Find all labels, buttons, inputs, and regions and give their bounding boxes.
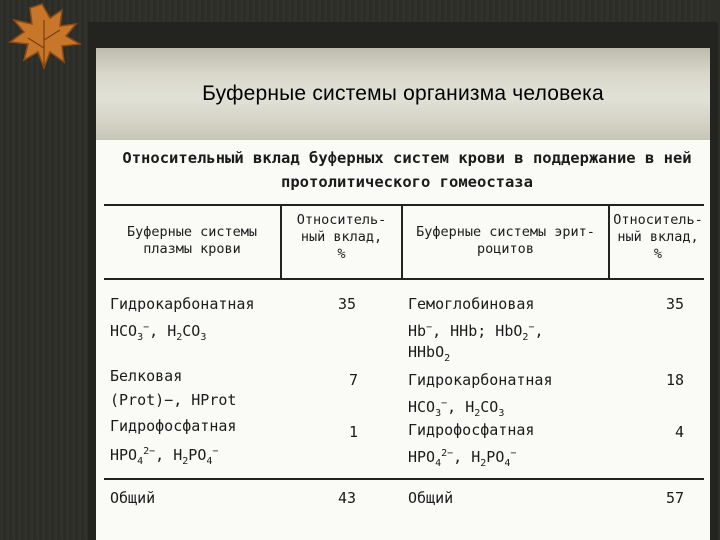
erythrocyte-row-3-formula: $HPO_4^{2-}$, $H_2PO_4^-$ [408,448,517,469]
header-erythrocyte-systems: Буферные системы эрит- роцитов [416,224,595,257]
erythrocyte-row-1-formula: Hb−, HHb; HbO$_2$−, [408,322,544,343]
plasma-row-2-name: Белковая [110,367,183,385]
erythrocyte-row-1-value: 35 [665,295,684,313]
plasma-row-2-formula: (Prot)−, HProt [110,391,237,409]
header-plasma-systems: Буферные системы плазмы крови [126,224,258,257]
erythrocyte-row-3-name: Гидрофосфатная [408,421,535,439]
plasma-row-1-value: 35 [337,295,356,313]
table-total-rule [104,478,704,480]
plasma-total-value: 43 [337,489,356,507]
erythrocyte-row-2-name: Гидрокарбонатная [408,371,553,389]
header-plasma-share: Относитель- ный вклад, % [296,212,387,262]
erythrocyte-row-2-value: 18 [665,371,684,389]
header-erythrocyte-share: Относитель- ный вклад, % [613,212,703,262]
table-top-rule [104,204,704,206]
plasma-row-2-value: 7 [348,371,358,389]
table-header-rule [104,278,704,280]
erythrocyte-row-1-formula-2: HHbO$_2$ [408,343,451,364]
table-caption [110,146,704,194]
slide-frame-top [0,0,720,22]
table-caption-line-1: Относительный вклад буферных систем крови в поддержание в ней [122,149,692,167]
plasma-row-1-name: Гидрокарбонатная [110,295,255,313]
plasma-row-3-formula: $HPO_4^{2-}$, $H_2PO_4^-$ [110,446,219,467]
erythrocyte-row-2-formula: $HCO_3^-$, $H_2CO_3$ [408,398,505,419]
scanned-table [96,140,710,540]
table-caption-line-2: протолитического гомеостаза [281,173,533,191]
plasma-row-3-value: 1 [348,423,358,441]
slide-frame-left [0,0,90,540]
plasma-row-3-name: Гидрофосфатная [110,417,237,435]
erythrocyte-row-3-value: 4 [674,423,684,441]
autumn-leaf-icon [2,0,86,72]
erythrocyte-total-label: Общий [408,489,454,507]
erythrocyte-row-1-name: Гемоглобиновая [408,295,535,313]
slide-title: Буферные системы организма человека [202,82,604,105]
plasma-row-1-formula: $HCO_3^-$, $H_2CO_3$ [110,322,207,343]
slide-title-bar [96,48,710,140]
erythrocyte-total-value: 57 [665,489,684,507]
plasma-total-label: Общий [110,489,156,507]
